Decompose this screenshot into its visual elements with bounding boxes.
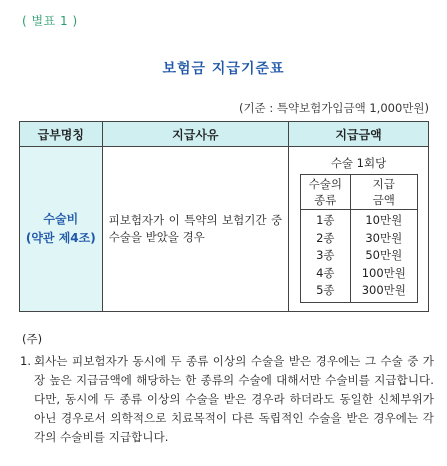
grade-type-column bbox=[300, 210, 351, 303]
page-title: 보험금 지급기준표 bbox=[162, 61, 285, 77]
grade-header-type bbox=[300, 175, 351, 210]
benefit-name-cell bbox=[20, 147, 103, 312]
list-item bbox=[20, 352, 434, 447]
grade-body-row bbox=[300, 210, 417, 303]
benefit-article: (약관 제4조) bbox=[25, 231, 96, 245]
grade-header-type-line1: 수술의 bbox=[308, 177, 342, 192]
benefit-name: 수술비 bbox=[43, 212, 79, 226]
note-number: 1. bbox=[20, 354, 31, 368]
grade-type: 2종 bbox=[316, 230, 335, 245]
grade-header-amount-line1: 지급 bbox=[372, 177, 395, 192]
note-text: 회사는 피보험자가 동시에 두 종류 이상의 수술을 받은 경우에는 그 수술 중 가장 높은 지급금액에 해당하는 한 종류의 수술에 대해서만 수술비를 지급합니다. 다만, 동시에 두 종류 이상의 수술을 받은 경우라 하더라도 동일한 신체부위가 아닌 경우로서 의학적으로 치료목적이 다른 독립적인 수술을 받은 경우에는 각각의 수술비를 지급합니다. bbox=[34, 354, 434, 444]
grade-type: 5종 bbox=[316, 283, 335, 298]
grade-header-row bbox=[300, 175, 417, 210]
grade-header-amount bbox=[351, 175, 417, 210]
grade-amount: 300만원 bbox=[361, 283, 406, 298]
amount-caption: 수술 1회당 bbox=[330, 156, 387, 171]
grade-type: 3종 bbox=[316, 248, 335, 263]
table-row bbox=[20, 147, 429, 312]
header-reason: 지급사유 bbox=[102, 122, 288, 147]
grade-amount: 10만원 bbox=[365, 213, 403, 228]
grade-amount: 100만원 bbox=[361, 265, 406, 280]
grade-amount: 30만원 bbox=[365, 230, 403, 245]
header-amount: 지급금액 bbox=[289, 122, 429, 147]
amount-cell bbox=[289, 147, 429, 312]
grade-table bbox=[300, 174, 418, 303]
grade-type: 1종 bbox=[316, 213, 335, 228]
notes-heading: (주) bbox=[22, 332, 43, 346]
grade-amount: 50만원 bbox=[365, 248, 403, 263]
table-header-row bbox=[20, 122, 429, 147]
reason-text: 피보험자가 이 특약의 보험기간 중 수술을 받았을 경우 bbox=[108, 213, 283, 244]
notes-list bbox=[20, 352, 434, 447]
grade-type: 4종 bbox=[316, 265, 335, 280]
reason-cell bbox=[102, 147, 288, 312]
benefit-table bbox=[19, 121, 429, 312]
grade-amount-column bbox=[351, 210, 417, 303]
amount-block bbox=[300, 155, 418, 303]
grade-header-amount-line2: 금액 bbox=[372, 193, 395, 208]
header-benefit-name: 급부명칭 bbox=[20, 122, 103, 147]
grade-header-type-line2: 종류 bbox=[314, 193, 337, 208]
basis-note: (기준 : 특약보험가입금액 1,000만원) bbox=[238, 101, 429, 115]
appendix-label: ( 별표 1 ) bbox=[22, 14, 78, 28]
